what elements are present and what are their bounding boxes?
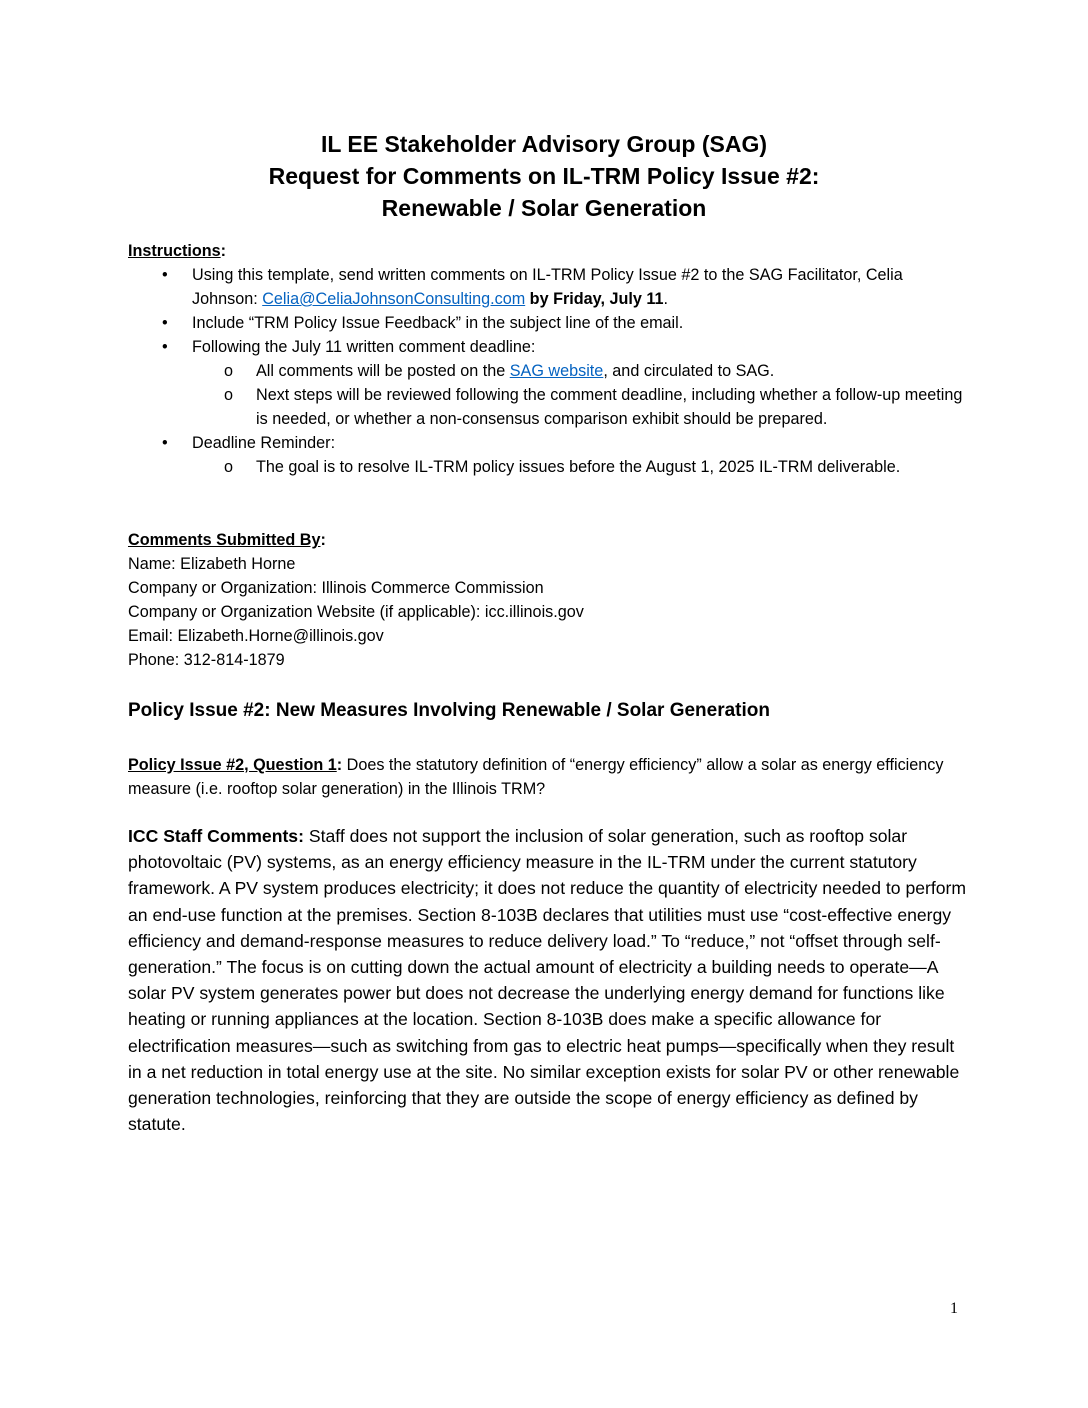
bullet-icon: • [162,266,168,284]
policy-issue-heading: Policy Issue #2: New Measures Involving Renewable / Solar Generation [128,700,771,721]
sub-bullet-icon: o [224,458,234,476]
submitter-company: Company or Organization: Illinois Commerce Commission [128,579,544,597]
instruction-bullet-1: • Using this template, send written comments on IL-TRM Policy Issue #2 to the SAG Facilitator, Celia Johnson: Celia@CeliaJohnsonConsulting.com by Friday, July 11. [128,263,968,311]
title-line-3: Renewable / Solar Generation [381,195,707,221]
document-title [100,128,988,224]
page-number: 1 [950,1300,958,1317]
submitter-website: Company or Organization Website (if applicable): icc.illinois.gov [128,603,584,621]
bullet-icon: • [162,314,168,332]
sag-website-link[interactable]: SAG website [509,362,604,380]
submitter-email: Email: Elizabeth.Horne@illinois.gov [128,627,384,645]
instruction-bullet-3: • Following the July 11 written comment deadline: [128,335,968,359]
submitted-by-section [128,528,968,672]
title-line-2: Request for Comments on IL-TRM Policy Issue #2: [268,163,820,189]
submitted-by-heading: Comments Submitted By: [128,531,326,549]
instruction-bullet-2: • Include “TRM Policy Issue Feedback” in the subject line of the email. [128,311,968,335]
submitter-phone: Phone: 312-814-1879 [128,651,285,669]
instruction-subbullet-2: o Next steps will be reviewed following the comment deadline, including whether a follow-up meeting is needed, or whether a non-consensus comparison exhibit should be prepared. [128,383,968,431]
comments-text: Staff does not support the inclusion of solar generation, such as rooftop solar photovoltaic (PV) systems, as an energy efficiency measure in the IL-TRM under the current statutory framework. A PV system produces electricity; it does not reduce the quantity of electricity needed to perform an end-use function at the premises. Section 8-103B declares that utilities must use “cost-effective energy efficiency and demand-response measures to reduce delivery load.” To “reduce,” not “offset through self-generation.” The focus is on cutting down the actual amount of electricity a building needs to operate—A solar PV system generates power but does not decrease the underlying energy demand for functions like heating or running appliances at the location. Section 8-103B does make a specific allowance for electrification measures—such as switching from gas to electric heat pumps—specifically when they result in a net reduction in total energy use at the site. No similar exception exists for solar PV or other renewable generation technologies, reinforcing that they are outside the scope of energy efficiency as defined by statute. [128,826,967,1135]
question-label: Policy Issue #2, Question 1 [128,756,337,774]
facilitator-email-link[interactable]: Celia@CeliaJohnsonConsulting.com [262,290,526,308]
submitter-name: Name: Elizabeth Horne [128,555,296,573]
instruction-subbullet-1: o All comments will be posted on the SAG website, and circulated to SAG. [128,359,968,383]
staff-comments [128,823,968,1137]
policy-question: Policy Issue #2, Question 1: Does the statutory definition of “energy efficiency” allow a solar as energy efficiency measure (i.e. rooftop solar generation) in the Illinois TRM? [128,756,944,798]
comments-label: ICC Staff Comments: [128,826,304,846]
bullet-icon: • [162,434,168,452]
instructions-section [128,239,968,479]
sub-bullet-icon: o [224,386,234,404]
bullet-icon: • [162,338,168,356]
title-line-1: IL EE Stakeholder Advisory Group (SAG) [320,131,768,157]
question-text: Does the statutory definition of “energy efficiency” allow a solar as energy efficiency measure (i.e. rooftop solar generation) in the Illinois TRM? [128,756,944,798]
sub-bullet-icon: o [224,362,234,380]
instruction-subbullet-3: o The goal is to resolve IL-TRM policy issues before the August 1, 2025 IL-TRM deliverable. [128,455,968,479]
instruction-bullet-4: • Deadline Reminder: [128,431,968,455]
instructions-heading: Instructions: [128,242,227,260]
